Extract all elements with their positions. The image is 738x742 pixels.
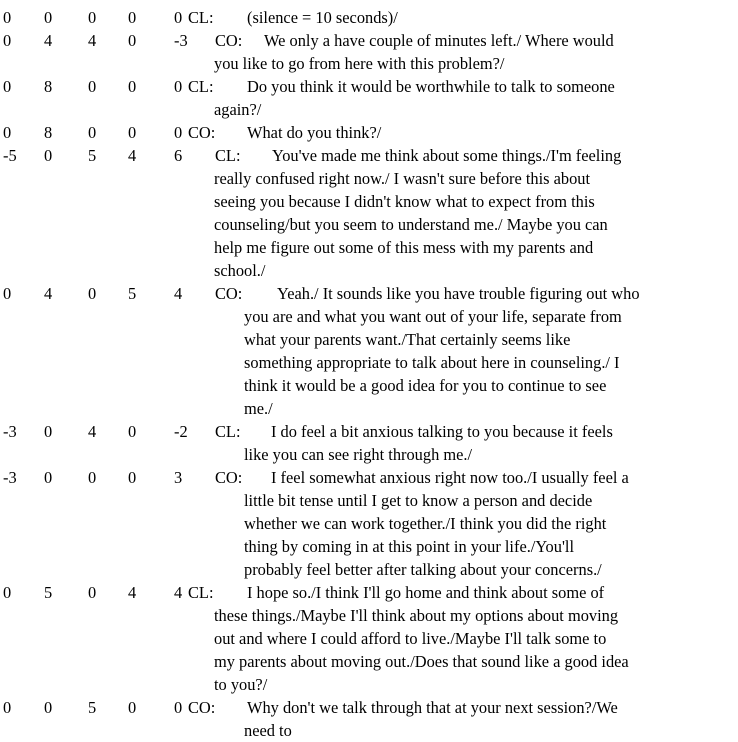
score-cell: -2 [174, 422, 188, 441]
score-cell: -3 [3, 422, 17, 441]
utterance-text: counseling/but you seem to understand me./ Maybe you can [214, 215, 608, 234]
score-cell: 0 [128, 77, 137, 96]
speaker-label: CO: [188, 123, 216, 142]
utterance-text: Why don't we talk through that at your next session?/We [247, 698, 618, 717]
score-cell: 4 [44, 284, 53, 303]
score-cell: 0 [128, 698, 137, 717]
score-cell: -5 [3, 146, 17, 165]
score-cell: 0 [174, 698, 183, 717]
speaker-label: CL: [215, 146, 241, 165]
score-cell: 4 [128, 146, 137, 165]
score-cell: 0 [44, 422, 53, 441]
score-cell: 8 [44, 77, 53, 96]
utterance-text: probably feel better after talking about your concerns./ [244, 560, 602, 579]
utterance-text: again?/ [214, 100, 262, 119]
utterance-text: what your parents want./That certainly seems like [244, 330, 571, 349]
utterance-text: I do feel a bit anxious talking to you because it feels [271, 422, 613, 441]
utterance-text: need to [244, 721, 292, 740]
score-cell: 4 [88, 31, 97, 50]
score-cell: -3 [174, 31, 188, 50]
score-cell: 4 [174, 583, 183, 602]
score-cell: -3 [3, 468, 17, 487]
speaker-label: CO: [215, 284, 243, 303]
score-cell: 8 [44, 123, 53, 142]
utterance-text: Yeah./ It sounds like you have trouble figuring out who [277, 284, 640, 303]
utterance-text: out and where I could afford to live./Maybe I'll talk some to [214, 629, 607, 648]
score-cell: 0 [3, 698, 12, 717]
utterance-text: you are and what you want out of your life, separate from [244, 307, 622, 326]
score-cell: 5 [88, 146, 97, 165]
score-cell: 0 [3, 8, 12, 27]
score-cell: 5 [88, 698, 97, 717]
score-cell: 0 [3, 284, 12, 303]
score-cell: 0 [128, 422, 137, 441]
speaker-label: CL: [188, 8, 214, 27]
utterance-text: What do you think?/ [247, 123, 382, 142]
score-cell: 0 [88, 123, 97, 142]
score-cell: 0 [3, 77, 12, 96]
utterance-text: seeing you because I didn't know what to expect from this [214, 192, 595, 211]
score-cell: 5 [44, 583, 53, 602]
score-cell: 0 [128, 468, 137, 487]
score-cell: 4 [128, 583, 137, 602]
utterance-text: Do you think it would be worthwhile to talk to someone [247, 77, 615, 96]
utterance-text: thing by coming in at this point in your life./You'll [244, 537, 575, 556]
utterance-text: me./ [244, 399, 273, 418]
score-cell: 0 [174, 77, 183, 96]
utterance-text: We only a have couple of minutes left./ Where would [264, 31, 614, 50]
utterance-text: I hope so./I think I'll go home and think about some of [247, 583, 605, 602]
score-cell: 0 [44, 468, 53, 487]
score-cell: 4 [44, 31, 53, 50]
speaker-label: CO: [215, 31, 243, 50]
utterance-text: to you?/ [214, 675, 268, 694]
utterance-text: something appropriate to talk about here in counseling./ I [244, 353, 620, 372]
score-cell: 0 [128, 123, 137, 142]
score-cell: 4 [174, 284, 183, 303]
score-cell: 0 [88, 284, 97, 303]
score-cell: 0 [174, 123, 183, 142]
utterance-text: you like to go from here with this problem?/ [214, 54, 505, 73]
score-cell: 0 [128, 8, 137, 27]
score-cell: 0 [88, 77, 97, 96]
utterance-text: little bit tense until I get to know a person and decide [244, 491, 593, 510]
utterance-text: think it would be a good idea for you to continue to see [244, 376, 607, 395]
utterance-text: my parents about moving out./Does that sound like a good idea [214, 652, 629, 671]
utterance-text: (silence = 10 seconds)/ [247, 8, 398, 27]
score-cell: 0 [174, 8, 183, 27]
speaker-label: CL: [188, 77, 214, 96]
score-cell: 0 [44, 146, 53, 165]
score-cell: 0 [128, 31, 137, 50]
score-cell: 0 [88, 8, 97, 27]
score-cell: 0 [88, 468, 97, 487]
score-cell: 0 [3, 31, 12, 50]
score-cell: 0 [88, 583, 97, 602]
speaker-label: CL: [215, 422, 241, 441]
utterance-text: I feel somewhat anxious right now too./I usually feel a [271, 468, 629, 487]
utterance-text: these things./Maybe I'll think about my options about moving [214, 606, 619, 625]
score-cell: 6 [174, 146, 183, 165]
score-cell: 4 [88, 422, 97, 441]
utterance-text: whether we can work together./I think you did the right [244, 514, 607, 533]
score-cell: 0 [44, 8, 53, 27]
speaker-label: CL: [188, 583, 214, 602]
utterance-text: You've made me think about some things./I'm feeling [272, 146, 622, 165]
score-cell: 0 [3, 583, 12, 602]
utterance-text: help me figure out some of this mess with my parents and [214, 238, 594, 257]
speaker-label: CO: [188, 698, 216, 717]
score-cell: 0 [44, 698, 53, 717]
score-cell: 0 [3, 123, 12, 142]
utterance-text: really confused right now./ I wasn't sure before this about [214, 169, 591, 188]
utterance-text: like you can see right through me./ [244, 445, 473, 464]
utterance-text: school./ [214, 261, 266, 280]
score-cell: 3 [174, 468, 183, 487]
speaker-label: CO: [215, 468, 243, 487]
score-cell: 5 [128, 284, 137, 303]
